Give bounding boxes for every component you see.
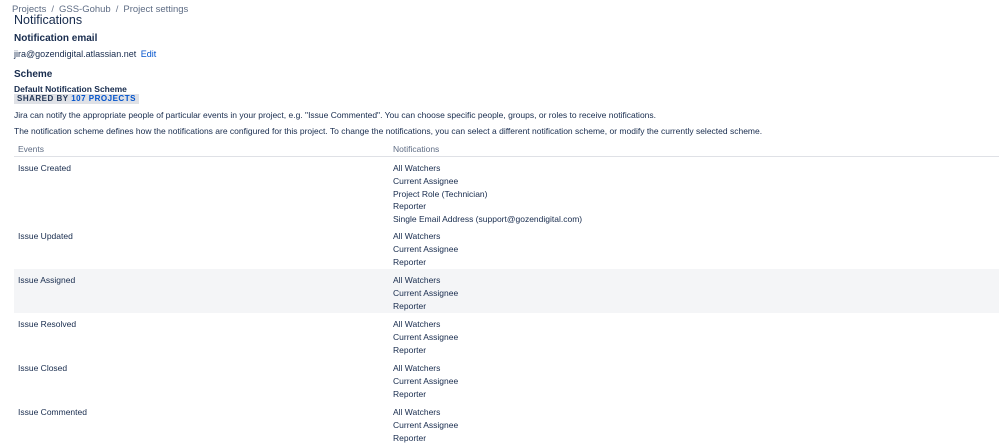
notification-item: Single Email Address (support@gozendigital.com) — [393, 214, 583, 225]
notification-item: Current Assignee — [393, 419, 459, 430]
notification-list — [393, 318, 458, 356]
table-row — [14, 269, 999, 313]
breadcrumb-separator: / — [115, 4, 119, 15]
breadcrumb-project-settings[interactable]: Project settings — [123, 4, 189, 15]
edit-email-link[interactable]: Edit — [140, 49, 157, 59]
breadcrumb-project[interactable]: GSS-Gohub — [58, 4, 111, 15]
notification-list — [393, 162, 582, 226]
notification-item: Reporter — [393, 432, 427, 443]
notification-item: Reporter — [393, 344, 427, 355]
notification-email-line — [14, 49, 156, 59]
notification-list — [393, 274, 458, 312]
scheme-heading: Scheme — [14, 69, 53, 80]
table-row — [14, 225, 999, 269]
notification-item: All Watchers — [393, 163, 441, 173]
event-name: Issue Resolved — [18, 319, 77, 329]
event-name: Issue Commented — [18, 407, 87, 417]
event-name: Issue Updated — [18, 231, 73, 241]
event-name: Issue Closed — [18, 363, 68, 373]
notification-list — [393, 406, 458, 444]
notification-list — [393, 230, 458, 268]
page-title: Notifications — [14, 13, 83, 27]
notification-item: Project Role (Technician) — [393, 188, 488, 199]
notification-list — [393, 362, 458, 400]
notification-item: Reporter — [393, 388, 427, 399]
shared-by-label: SHARED BY — [17, 94, 69, 103]
notifications-column-header: Notifications — [393, 144, 440, 154]
notification-item: All Watchers — [393, 407, 441, 417]
breadcrumb-projects[interactable]: Projects — [12, 4, 47, 15]
notification-item: Current Assignee — [393, 331, 459, 342]
notification-item: Reporter — [393, 256, 427, 267]
events-column-header: Events — [18, 144, 44, 154]
notifications-table — [14, 141, 999, 445]
notification-item: All Watchers — [393, 231, 441, 241]
notification-item: Current Assignee — [393, 243, 459, 254]
event-name: Issue Assigned — [18, 275, 76, 285]
table-row — [14, 357, 999, 401]
table-row — [14, 157, 999, 225]
table-row — [14, 313, 999, 357]
table-row — [14, 401, 999, 445]
notification-item: Current Assignee — [393, 287, 459, 298]
scheme-name: Default Notification Scheme — [14, 84, 127, 94]
notification-item: Current Assignee — [393, 175, 459, 186]
notification-item: All Watchers — [393, 363, 441, 373]
notification-item: Reporter — [393, 201, 427, 212]
notification-item: All Watchers — [393, 319, 441, 329]
description-text: The notification scheme defines how the notifications are configured for this project. To change the notifications, you can select a different notification scheme, or modify the currently selected scheme. — [14, 126, 763, 136]
table-header — [14, 141, 999, 157]
notification-item: Reporter — [393, 300, 427, 311]
description-text: Jira can notify the appropriate people of particular events in your project, e.g. "Issue Commented". You can choose specific people, groups, or roles to receive notifications. — [14, 110, 657, 120]
breadcrumb-separator: / — [51, 4, 54, 15]
notification-email-address: jira@gozendigital.atlassian.net — [14, 49, 137, 59]
notification-email-heading: Notification email — [14, 33, 98, 44]
shared-by-badge — [14, 94, 139, 104]
notification-item: Current Assignee — [393, 375, 459, 386]
notification-item: All Watchers — [393, 275, 441, 285]
shared-projects-link[interactable]: 107 PROJECTS — [71, 94, 136, 103]
event-name: Issue Created — [18, 163, 71, 173]
